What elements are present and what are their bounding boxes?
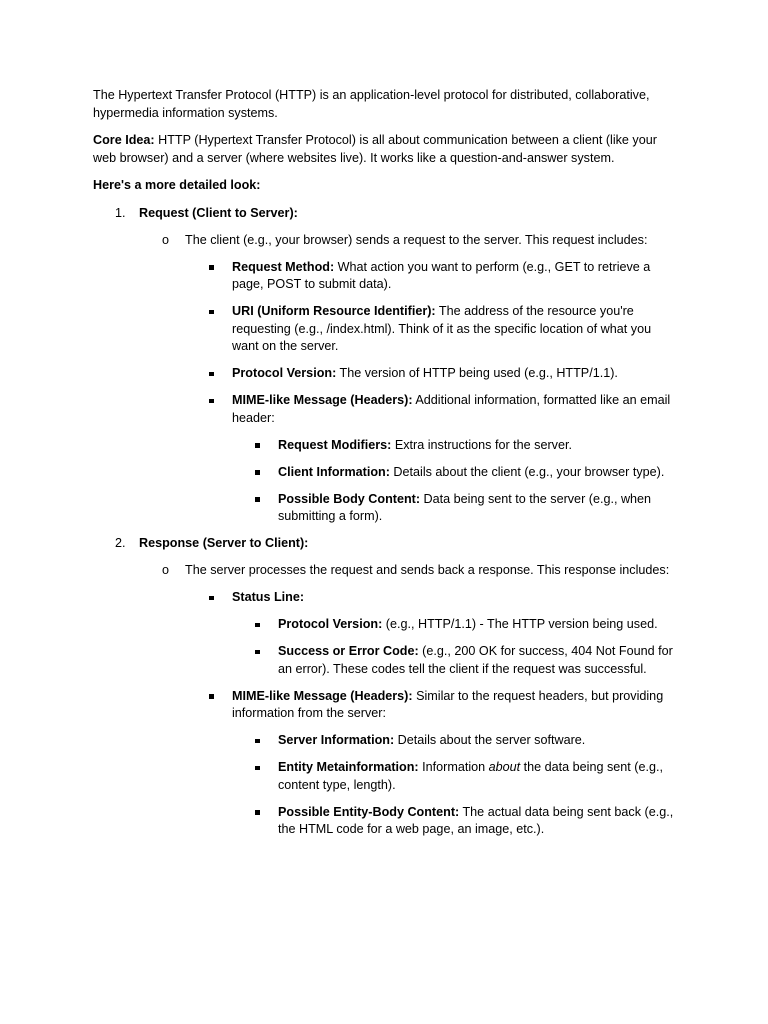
document-body — [93, 87, 678, 848]
entity-metainformation-emphasis: about — [488, 760, 521, 774]
square-bullet-icon — [255, 650, 260, 655]
square-bullet-icon — [255, 470, 260, 475]
uri-label: URI (Uniform Resource Identifier): — [232, 304, 436, 318]
circle-bullet-icon: o — [162, 563, 170, 577]
request-summary: The client (e.g., your browser) sends a request to the server. This request includes: — [185, 232, 648, 247]
request-method-label: Request Method: — [232, 259, 335, 274]
request-method-text: What action you want to perform (e.g., GET to retrieve a page, POST to submit data). — [232, 259, 651, 291]
response-protocol-version-text: (e.g., HTTP/1.1) - The HTTP version being used. — [382, 617, 658, 631]
request-modifiers-label: Request Modifiers: — [278, 437, 392, 452]
square-bullet-icon — [209, 265, 214, 270]
list-item-response-summary — [93, 562, 678, 580]
core-idea-paragraph — [93, 132, 678, 167]
list-item-entity-body — [93, 804, 678, 839]
list-item-client-information — [93, 464, 678, 482]
square-bullet-icon — [209, 596, 214, 601]
protocol-version-label: Protocol Version: — [232, 366, 337, 380]
status-code-text: (e.g., 200 OK for success, 404 Not Found for an error). These codes tell the client if the request was successful. — [278, 644, 673, 676]
square-bullet-icon — [209, 372, 214, 377]
core-idea-label: Core Idea: — [93, 133, 155, 147]
circle-bullet-icon: o — [162, 232, 170, 247]
square-bullet-icon — [255, 766, 260, 771]
list-item-entity-metainformation — [93, 759, 678, 794]
body-content-label: Possible Body Content: — [278, 491, 421, 506]
response-protocol-version-label: Protocol Version: — [278, 617, 383, 631]
request-modifiers-text: Extra instructions for the server. — [391, 437, 572, 452]
list-item-request-headers — [93, 392, 678, 427]
list-item-request — [93, 205, 678, 223]
response-headers-text: Similar to the request headers, but providing information from the server: — [232, 688, 664, 720]
core-idea-text: HTTP (Hypertext Transfer Protocol) is all about communication between a client (like your web browser) and a server (where websites live). It works like a question-and-answer system. — [93, 133, 657, 165]
status-code-label: Success or Error Code: — [278, 644, 419, 658]
list-number: 1. — [115, 205, 126, 220]
list-item-body-content — [93, 491, 678, 526]
client-information-text: Details about the client (e.g., your browser type). — [389, 464, 665, 479]
square-bullet-icon — [255, 623, 260, 628]
request-headers-text: Additional information, formatted like an email header: — [232, 393, 671, 425]
response-headers-label: MIME-like Message (Headers): — [232, 688, 413, 703]
list-item-response-headers — [93, 688, 678, 723]
entity-metainformation-label: Entity Metainformation: — [278, 760, 419, 774]
server-information-text: Details about the server software. — [394, 733, 586, 747]
status-line-label: Status Line: — [232, 590, 305, 604]
entity-metainformation-text-end: the data being sent (e.g., content type, length). — [278, 760, 663, 792]
list-item-request-summary — [93, 232, 678, 250]
square-bullet-icon — [255, 497, 260, 502]
request-headers-label: MIME-like Message (Headers): — [232, 393, 413, 407]
square-bullet-icon — [255, 443, 260, 448]
square-bullet-icon — [209, 399, 214, 404]
client-information-label: Client Information: — [278, 464, 390, 479]
square-bullet-icon — [255, 739, 260, 744]
list-item-status-code — [93, 643, 678, 678]
entity-metainformation-text: Information — [418, 760, 489, 774]
protocol-version-text: The version of HTTP being used (e.g., HTTP/1.1). — [336, 366, 618, 380]
server-information-label: Server Information: — [278, 733, 395, 747]
square-bullet-icon — [255, 810, 260, 815]
list-item-server-information — [93, 732, 678, 750]
list-number: 2. — [115, 536, 126, 550]
detail-heading — [93, 177, 678, 195]
list-item-response — [93, 535, 678, 553]
list-item-request-modifiers — [93, 437, 678, 455]
square-bullet-icon — [209, 310, 214, 315]
entity-body-label: Possible Entity-Body Content: — [278, 804, 460, 819]
list-item-uri — [93, 303, 678, 356]
detail-heading-text: Here's a more detailed look: — [93, 178, 261, 192]
entity-body-text: The actual data being sent back (e.g., the HTML code for a web page, an image, etc.). — [278, 804, 674, 836]
body-content-text: Data being sent to the server (e.g., when submitting a form). — [278, 491, 652, 523]
list-item-response-protocol-version — [93, 616, 678, 634]
list-item-protocol-version — [93, 365, 678, 383]
uri-text: The address of the resource you're requesting (e.g., /index.html). Think of it as the specific location of what you want on the server. — [232, 304, 652, 353]
list-item-status-line — [93, 589, 678, 607]
square-bullet-icon — [209, 694, 214, 699]
response-summary: The server processes the request and sends back a response. This response includes: — [185, 563, 670, 577]
intro-paragraph: The Hypertext Transfer Protocol (HTTP) is an application-level protocol for distributed, collaborative, hypermedia information systems. — [93, 88, 650, 120]
list-item-request-method — [93, 259, 678, 294]
response-title: Response (Server to Client): — [139, 536, 309, 550]
request-title: Request (Client to Server): — [139, 205, 298, 220]
